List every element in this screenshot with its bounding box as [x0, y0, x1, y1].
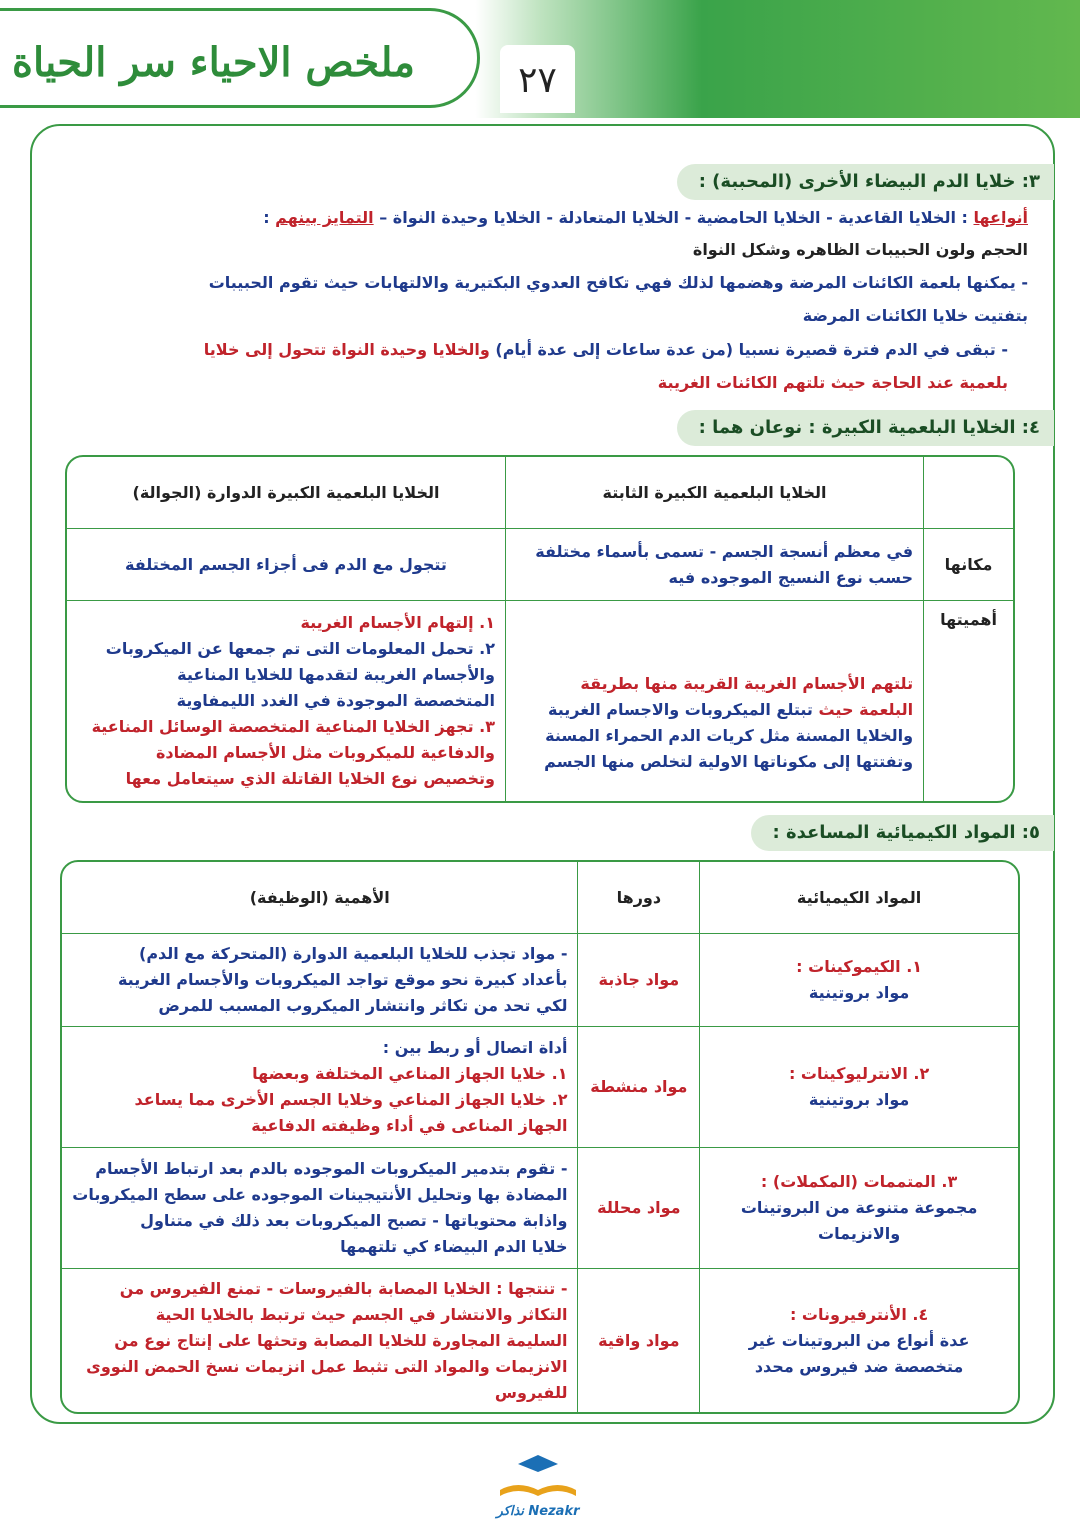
text-line	[72, 1276, 567, 1302]
text-line	[710, 1328, 1008, 1354]
text-line	[710, 980, 1008, 1006]
text-line	[72, 1156, 567, 1182]
section-3-heading: ٣: خلايا الدم البيضاء الأخرى (المحببة) :	[677, 164, 1054, 200]
text-segment: بأعداد كبيرة نحو موقع تواجد الميكروبات والأجسام الغريبة	[117, 970, 568, 989]
column-header: دورها	[577, 862, 699, 934]
section-5-heading: ٥: المواد الكيميائية المساعدة :	[751, 815, 1054, 851]
text-line	[72, 1302, 567, 1328]
text-segment: ٤. الأنترفيرونات :	[789, 1304, 929, 1324]
text-segment: لكي تحد من تكاثر وانتشار الميكروب المسبب للمرض	[158, 996, 568, 1015]
chemical-name-cell	[699, 1148, 1018, 1269]
text-line	[710, 1195, 1008, 1221]
text-segment: ٢. الانترليوكينات :	[788, 1064, 930, 1083]
role-cell: مواد جاذبة	[577, 934, 699, 1027]
text-segment: والأجسام الغريبة لتقدمها للخلايا المناعية	[177, 665, 495, 684]
text-segment: الحجم ولون الحبيبات الظاهره وشكل النواة	[692, 240, 1028, 259]
text-line	[72, 1113, 567, 1139]
text-segment: حسب نوع النسيج الموجوده فيه	[668, 567, 914, 587]
table-header-row	[62, 862, 1018, 934]
column-header	[923, 457, 1013, 529]
text-segment: تتجول مع الدم فى أجزاء الجسم المختلفة	[125, 554, 447, 574]
text-line	[77, 636, 495, 662]
text-segment: - تقوم بتدمير الميكروبات الموجوده بالدم بعد ارتباط الأجسام	[95, 1159, 568, 1178]
text-segment: السليمة المجاورة للخلايا المصابة وتحثها على إنتاج نوع من	[114, 1330, 568, 1350]
table-row	[62, 1148, 1018, 1269]
text-segment: عدة أنواع من البروتينات غير	[748, 1330, 970, 1350]
text-line	[72, 1328, 567, 1354]
text-line	[803, 306, 1028, 325]
role-cell: مواد منشطة	[577, 1027, 699, 1148]
text-line	[77, 688, 495, 714]
macrophage-table	[65, 455, 1015, 803]
text-segment: مجموعة متنوعة من البروتينات	[740, 1198, 978, 1217]
role-cell: مواد محللة	[577, 1148, 699, 1269]
text-line	[209, 273, 1028, 292]
text-segment: تبتلع الميكروبات والاجسام الغريبة	[548, 700, 813, 719]
text-segment: خلايا الدم البيضاء كي تلتهمها	[340, 1237, 568, 1256]
text-line	[72, 941, 567, 967]
logo-text: Nezakr نذاكر	[496, 1504, 580, 1519]
column-header: الأهمية (الوظيفة)	[62, 862, 577, 934]
table-header-row	[67, 457, 1013, 529]
text-segment: ٢. خلايا الجهاز المناعي وخلايا الجسم الأخرى مما يساعد	[134, 1090, 568, 1109]
text-segment: وتخصيص نوع الخلايا القاتلة الذي سيتعامل معها	[125, 769, 495, 788]
text-segment: التكاثر والانتشار في الجسم حيث ترتبط بالخلايا الحية	[155, 1304, 568, 1324]
text-line	[710, 1061, 1008, 1087]
text-line	[710, 1354, 1008, 1380]
text-segment: ٣. المتممات (المكملات) :	[760, 1172, 958, 1191]
page-title: ملخص الاحياء سر الحياة	[12, 39, 415, 86]
text-line	[77, 740, 495, 766]
function-cell	[62, 934, 577, 1027]
text-line	[72, 1035, 567, 1061]
text-segment: مواد بروتينية	[808, 1090, 910, 1109]
column-header: الخلايا البلعمية الكبيرة الثابتة	[505, 457, 923, 529]
text-line	[693, 240, 1028, 259]
table-row	[62, 1269, 1018, 1412]
page-number: ٢٧	[500, 45, 575, 113]
text-segment: ١. الكيموكينات :	[796, 957, 923, 976]
text-segment: واذابة محتوياتها - تصبح الميكروبات بعد ذلك في متناول	[140, 1211, 568, 1230]
text-line	[516, 723, 913, 749]
function-cell	[62, 1027, 577, 1148]
text-segment: - تبقى في الدم فترة قصيرة نسبيا (من عدة ساعات إلى عدة أيام)	[489, 340, 1008, 359]
text-segment: الجهاز المناعى في أداء وظيفته الدفاعية	[251, 1116, 568, 1135]
section-4-heading: ٤: الخلايا البلعمية الكبيرة : نوعان هما :	[677, 410, 1054, 446]
function-cell	[62, 1269, 577, 1412]
text-segment: ١. خلايا الجهاز المناعي المختلفة وبعضها	[252, 1064, 568, 1083]
nezakr-logo	[488, 1450, 588, 1525]
text-line	[710, 954, 1008, 980]
text-line	[77, 714, 495, 740]
table-row	[67, 529, 1013, 601]
text-line	[72, 1061, 567, 1087]
text-line	[710, 1087, 1008, 1113]
text-segment: بلعمية عند الحاجة حيث تلتهم الكائنات الغريبة	[657, 373, 1008, 392]
text-segment: - يمكنها بلعمة الكائنات المرضة وهضمها لذلك فهي تكافح العدوي البكتيرية والالتهابات حيث تقوم الحبيبات	[208, 273, 1028, 292]
table-cell	[67, 529, 505, 601]
text-segment: مواد بروتينية	[808, 983, 910, 1002]
text-segment: والخلايا المسنة مثل كريات الدم الحمراء المسنة	[545, 726, 914, 745]
text-segment: - مواد تجذب للخلايا البلعمية الدوارة (المتحركة مع الدم)	[139, 944, 568, 963]
text-segment: :	[263, 208, 276, 227]
text-line	[72, 993, 567, 1019]
page-header	[0, 0, 1080, 118]
text-line	[516, 565, 913, 591]
table-cell	[505, 601, 923, 801]
table-row	[62, 934, 1018, 1027]
text-segment: البلعمة حيث	[812, 700, 914, 719]
text-line	[72, 1208, 567, 1234]
text-line	[77, 610, 495, 636]
text-line	[77, 766, 495, 792]
graduation-book-icon	[488, 1450, 588, 1500]
text-segment: ٣. تجهز الخلايا المناعية المتخصصة الوسائل المناعية	[91, 717, 495, 736]
text-segment: متخصصة ضد فيروس محدد	[754, 1356, 964, 1376]
text-line	[72, 1182, 567, 1208]
role-cell: مواد واقية	[577, 1269, 699, 1412]
chemical-name-cell	[699, 1269, 1018, 1412]
chemicals-table	[60, 860, 1020, 1414]
text-line	[516, 671, 913, 697]
row-label: أهميتها	[923, 601, 1013, 801]
text-line	[516, 749, 913, 775]
text-line	[516, 539, 913, 565]
text-segment: وتفتتها إلى مكوناتها الاولية لتخلص منها الجسم	[544, 752, 914, 771]
table-row	[62, 1027, 1018, 1148]
text-line	[516, 697, 913, 723]
title-banner	[0, 8, 480, 108]
table-row	[67, 601, 1013, 801]
text-line	[72, 967, 567, 993]
text-line	[710, 1169, 1008, 1195]
text-segment: في معظم أنسجة الجسم - تسمى بأسماء مختلفة	[535, 541, 914, 561]
text-segment: بتفتيت خلايا الكائنات المرضة	[802, 306, 1028, 325]
function-cell	[62, 1148, 577, 1269]
text-line	[72, 1087, 567, 1113]
text-line	[72, 1354, 567, 1380]
text-segment: المضادة بها وتحليل الأنتيجينات الموجوده على سطح الميكروبات	[72, 1185, 568, 1204]
text-segment: للفيروس	[494, 1382, 568, 1402]
text-segment: والانزيمات	[818, 1224, 901, 1243]
text-line	[77, 662, 495, 688]
text-segment: تلتهم الأجسام الغريبة القريبة منها بطريقة	[580, 674, 914, 693]
text-line	[263, 208, 1028, 227]
column-header: المواد الكيميائية	[699, 862, 1018, 934]
text-segment: والخلايا وحيدة النواة تتحول إلى خلايا	[203, 340, 490, 359]
text-line	[72, 1234, 567, 1260]
text-line	[72, 1380, 567, 1406]
chemical-name-cell	[699, 1027, 1018, 1148]
text-segment: : الخلايا القاعدية - الخلايا الحامضية - الخلايا المتعادلة - الخلايا وحيدة النواة –	[373, 208, 974, 227]
text-segment: أداة اتصال أو ربط بين :	[382, 1038, 568, 1057]
table-cell	[505, 529, 923, 601]
text-line	[710, 1221, 1008, 1247]
column-header: الخلايا البلعمية الكبيرة الدوارة (الجوالة)	[67, 457, 505, 529]
text-segment: المتخصصة الموجودة في الغدد الليمفاوية	[176, 691, 495, 710]
row-label: مكانها	[923, 529, 1013, 601]
text-line	[658, 373, 1008, 392]
text-segment: الانزيمات والمواد التى تثبط عمل انزيمات نسخ الحمض النووى	[86, 1356, 568, 1376]
text-segment: ٢. تحمل المعلومات التى تم جمعها عن الميكروبات	[105, 639, 495, 658]
text-segment: - تنتجها : الخلايا المصابة بالفيروسات - تمنع الفيروس من	[119, 1278, 568, 1298]
text-line	[204, 340, 1008, 359]
text-segment: والدفاعية للميكروبات مثل الأجسام المضادة	[155, 743, 495, 762]
text-segment: التمايز بينهم	[275, 208, 374, 227]
text-segment: أنواعها	[973, 208, 1028, 227]
text-line	[77, 552, 495, 578]
table-cell	[67, 601, 505, 801]
chemical-name-cell	[699, 934, 1018, 1027]
text-segment: ١. إلتهام الأجسام الغريبة	[300, 613, 495, 632]
text-line	[710, 1302, 1008, 1328]
